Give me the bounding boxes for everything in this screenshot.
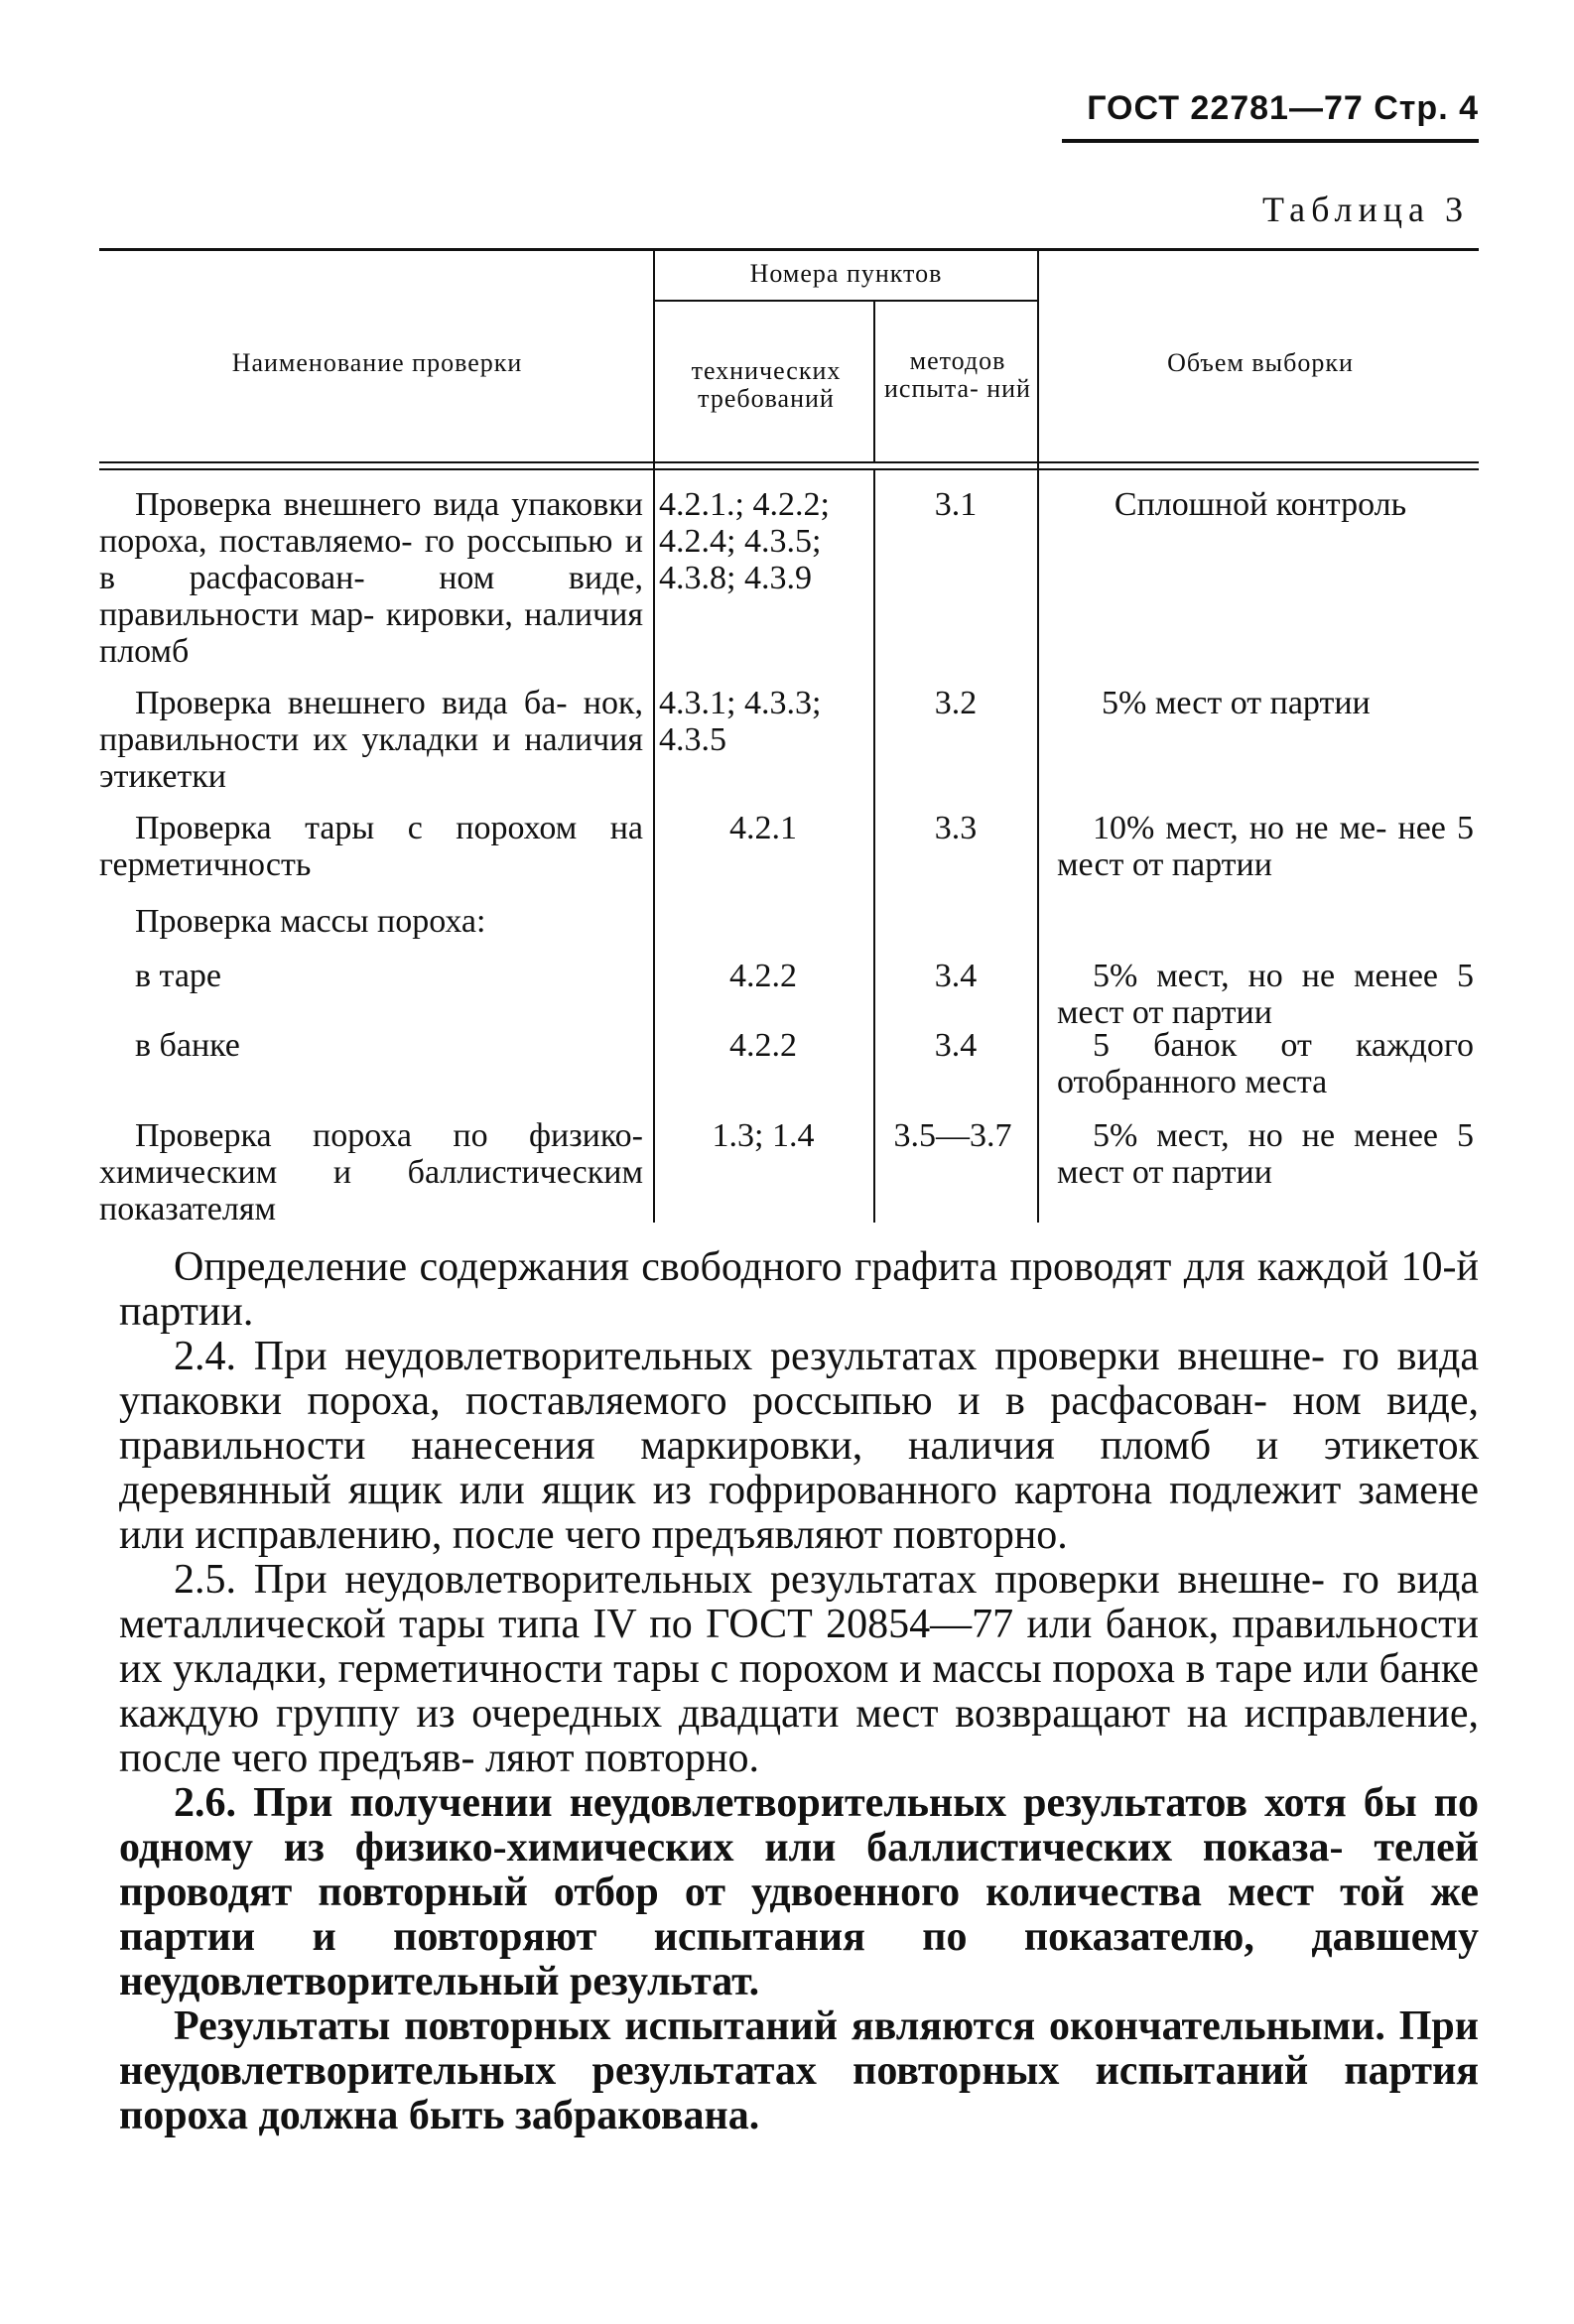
row6-volume: 5 банок от каждого отобранного места (1057, 1027, 1474, 1100)
row3-volume: 10% мест, но не ме- нее 5 мест от партии (1057, 810, 1474, 883)
row3-methods: 3.3 (934, 810, 978, 846)
page-header: ГОСТ 22781—77 Стр. 4 (1087, 89, 1479, 127)
th-tech: технических требований (691, 356, 842, 413)
row5-name: в таре (135, 958, 222, 994)
row1-volume: Сплошной контроль (1114, 486, 1407, 523)
paragraph-graphite: Определение содержания свободного графита проводят для каждой 10-й партии. (119, 1244, 1479, 1335)
row1-methods: 3.1 (934, 486, 978, 523)
row6-tech: 4.2.2 (729, 1027, 797, 1064)
col-sep-2 (873, 302, 875, 462)
row2-methods: 3.2 (934, 685, 978, 721)
row2-tech: 4.3.1; 4.3.3; 4.3.5 (659, 685, 822, 758)
row7-methods: 3.5—3.7 (893, 1117, 1012, 1154)
row4-name: Проверка массы пороха: (135, 903, 486, 940)
row1-name: Проверка внешнего вида упаковки пороха, поставляемо- го россыпью и в расфасован- ном виде, правильности мар- кировки, наличия пломб (99, 486, 643, 670)
paragraph-2-5: 2.5. При неудовлетворительных результатах проверки внешне- го вида металлической тары типа IV по ГОСТ 20854—77 или банок, правильности их укладки, герметичности тары с порохом и массы пороха в таре или банке каждую группу из очередных двадцати мест возвращают на исправление, после чего предъяв- ляют повторно. (119, 1557, 1479, 1781)
th-methods: методов испыта- ний (884, 346, 1031, 403)
paragraph-final: Результаты повторных испытаний являются окончательными. При неудовлетворительных результатах повторных испытаний партия пороха должна быть забракована. (119, 2003, 1479, 2138)
header-rule (1062, 139, 1479, 143)
row6-methods: 3.4 (934, 1027, 978, 1064)
row2-name: Проверка внешнего вида ба- нок, правильности их укладки и наличия этикетки (99, 685, 643, 795)
row3-tech: 4.2.1 (729, 810, 797, 846)
row1-tech: 4.2.1.; 4.2.2; 4.2.4; 4.3.5; 4.3.8; 4.3.9 (659, 486, 830, 596)
th-group: Номера пунктов (749, 259, 943, 288)
header-bottom-rule-2 (99, 468, 1479, 470)
col-sep-3 (1037, 250, 1039, 1223)
row6-name: в банке (135, 1027, 240, 1064)
header-bottom-rule (99, 461, 1479, 463)
table-top-rule (99, 248, 1479, 251)
body-text (119, 1245, 1479, 2138)
group-header-rule (655, 300, 1037, 302)
th-volume: Объем выборки (1167, 348, 1354, 377)
th-name: Наименование проверки (231, 348, 523, 377)
table-caption: Таблица 3 (1262, 190, 1469, 229)
row2-volume: 5% мест от партии (1102, 685, 1371, 721)
row5-methods: 3.4 (934, 958, 978, 994)
row7-volume: 5% мест, но не менее 5 мест от партии (1057, 1117, 1474, 1191)
row7-name: Проверка пороха по физико- химическим и баллистическим показателям (99, 1117, 643, 1227)
row7-tech: 1.3; 1.4 (712, 1117, 815, 1154)
col-sep-2-lower (873, 470, 875, 1223)
col-sep-1 (653, 250, 655, 1223)
paragraph-2-6: 2.6. При получении неудовлетворительных результатов хотя бы по одному из физико-химических или баллистических показа- телей проводят повторный отбор от удвоенного количества мест той же партии и повторяют испытания по показателю, давшему неудовлетворительный результат. (119, 1780, 1479, 2004)
row5-volume: 5% мест, но не менее 5 мест от партии (1057, 958, 1474, 1031)
row3-name: Проверка тары с порохом на герметичность (99, 810, 643, 883)
row5-tech: 4.2.2 (729, 958, 797, 994)
paragraph-2-4: 2.4. При неудовлетворительных результатах проверки внешне- го вида упаковки пороха, поставляемого россыпью и в расфасован- ном виде, правильности нанесения маркировки, наличия пломб и этикеток деревянный ящик или ящик из гофрированного картона подлежит замене или исправлению, после чего предъявляют повторно. (119, 1334, 1479, 1558)
